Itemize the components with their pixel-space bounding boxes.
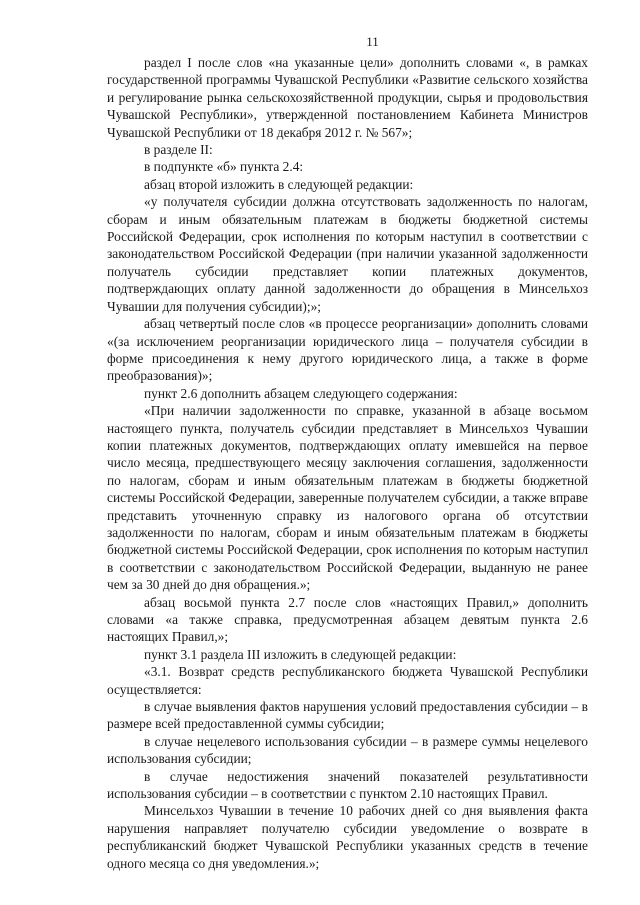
paragraph: в случае выявления фактов нарушения условий предоставления субсидии – в размере всей предоставленной суммы субсидии;: [107, 699, 588, 732]
paragraph: абзац второй изложить в следующей редакции:: [144, 176, 414, 192]
paragraph: раздел I после слов «на указанные цели» дополнить словами «, в рамках государственной программы Чувашской Республики «Развитие сельского хозяйства и регулирование рынка сельскохозяйственной продукции, сырья и продовольствия Чувашской Республики», утвержденной постановлением Кабинета Министров Чувашской Республики от 18 декабря 2012 г. № 567»;: [107, 55, 588, 140]
paragraph: «3.1. Возврат средств республиканского бюджета Чувашской Республики осуществляется:: [107, 664, 588, 697]
page-number: 11: [366, 34, 379, 49]
paragraph: в подпункте «б» пункта 2.4:: [144, 159, 304, 175]
paragraph: абзац четвертый после слов «в процессе реорганизации» дополнить словами «(за исключением реорганизации юридического лица – получателя субсидии в форме присоединения к нему другого юридического лица, а также в форме преобразования)»;: [107, 316, 588, 384]
paragraph: в разделе II:: [144, 142, 213, 158]
paragraph: в случае недостижения значений показателей результативности использования субсидии – в соответствии с пунктом 2.10 настоящих Правил.: [107, 768, 588, 802]
paragraph: «При наличии задолженности по справке, указанной в абзаце восьмом настоящего пункта, получатель субсидии представляет в Минсельхоз Чувашии копии платежных документов, подтверждающих оплату имевшейся на первое число месяца, предшествующего месяцу заключения соглашения, задолженности по налогам, сборам и иным обязательным платежам в бюджеты бюджетной системы Российской Федерации, заверенные получателем субсидии, а также вправе представить уточненную справку из налогового органа об отсутствии задолженности по налогам, сборам и иным обязательным платежам в бюджеты бюджетной системы Российской Федерации, срок исполнения по которым наступил в соответствии с законодательством Российской Федерации, выданную не ранее чем за 30 дней до дня обращения.»;: [107, 403, 588, 593]
document-body: [107, 54, 588, 872]
paragraph: пункт 2.6 дополнить абзацем следующего содержания:: [144, 385, 458, 401]
paragraph: Минсельхоз Чувашии в течение 10 рабочих дней со дня выявления факта нарушения направляет получателю субсидии уведомление о возврате в республиканский бюджет Чувашской Республики указанных средств в течение одного месяца со дня уведомления.»;: [107, 803, 588, 871]
paragraph: в случае нецелевого использования субсидии – в размере суммы нецелевого использования субсидии;: [107, 733, 588, 767]
paragraph: «у получателя субсидии должна отсутствовать задолженность по налогам, сборам и иным обязательным платежам в бюджеты бюджетной системы Российской Федерации, срок исполнения по которым наступил в соответствии с законодательством Российской Федерации (при наличии указанной задолженности получатель субсидии представляет копии платежных документов, подтверждающих оплату данной задолженности до обращения в Минсельхоз Чувашии для получения субсидии);»;: [107, 194, 588, 314]
paragraph: абзац восьмой пункта 2.7 после слов «настоящих Правил,» дополнить словами «а также справка, предусмотренная абзацем девятым пункта 2.6 настоящих Правил,»;: [107, 594, 588, 645]
paragraph: пункт 3.1 раздела III изложить в следующей редакции:: [144, 646, 457, 662]
